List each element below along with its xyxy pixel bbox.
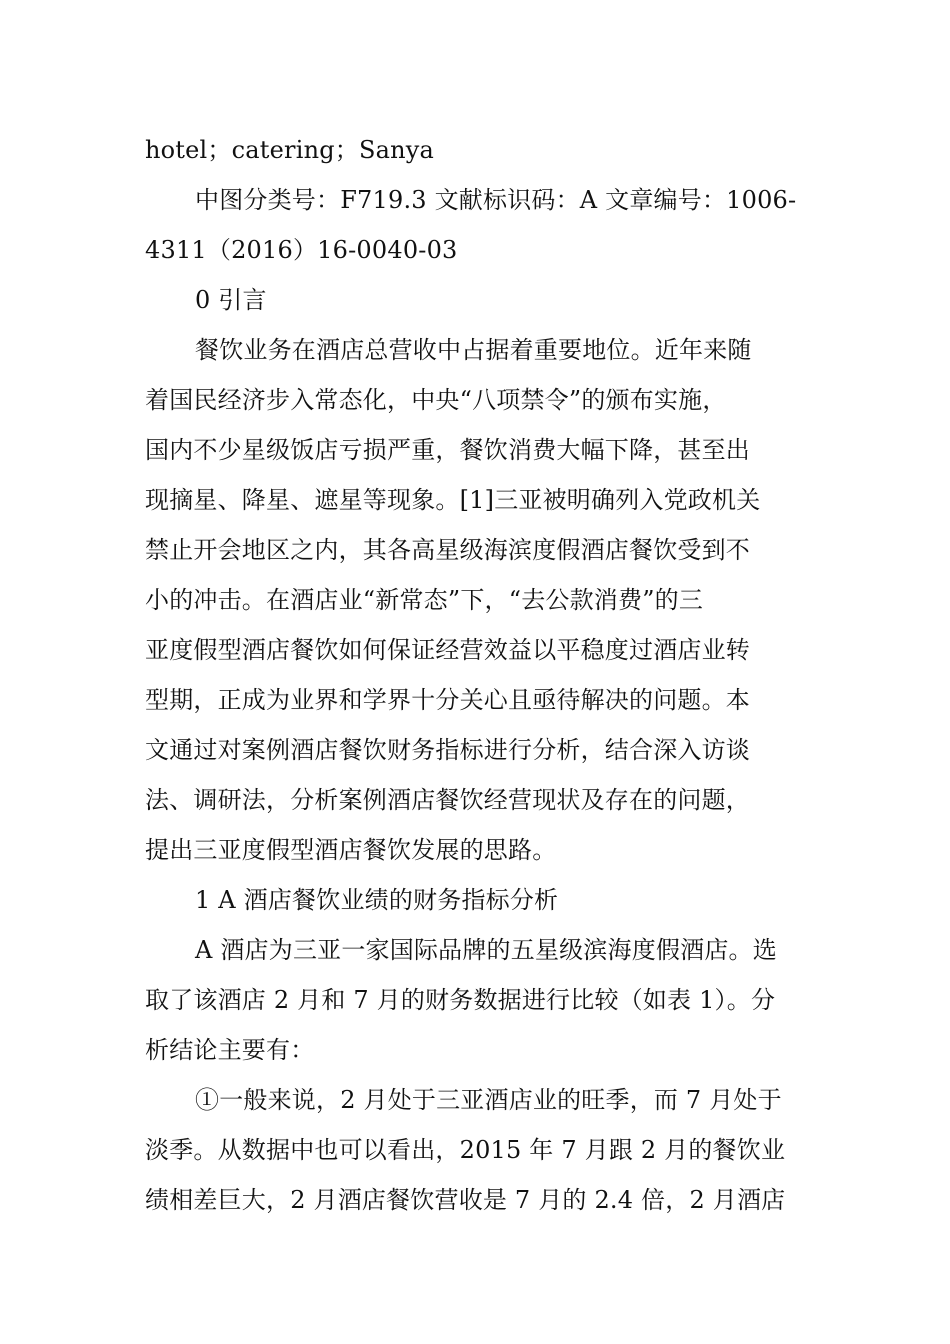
paragraph-line: 提出三亚度假型酒店餐饮发展的思路。 — [145, 836, 557, 864]
section-heading-1: 1 A 酒店餐饮业绩的财务指标分析 — [195, 886, 559, 914]
paragraph-line: 餐饮业务在酒店总营收中占据着重要地位。近年来随 — [195, 336, 752, 364]
paragraph-line: A 酒店为三亚一家国际品牌的五星级滨海度假酒店。选 — [195, 936, 777, 964]
classification-line: 中图分类号：F719.3 文献标识码：A 文章编号：1006- — [195, 186, 797, 214]
paragraph-line: 析结论主要有： — [145, 1036, 315, 1064]
section-heading-intro: 0 引言 — [195, 286, 267, 314]
paragraph-line: 绩相差巨大，2 月酒店餐饮营收是 7 月的 2.4 倍，2 月酒店 — [145, 1186, 786, 1214]
paragraph-line: 取了该酒店 2 月和 7 月的财务数据进行比较（如表 1）。分 — [145, 986, 776, 1014]
paragraph-line: 现摘星、降星、遮星等现象。[1]三亚被明确列入党政机关 — [145, 486, 761, 514]
keywords-english: hotel；catering；Sanya — [145, 136, 435, 164]
paragraph-line: 法、调研法，分析案例酒店餐饮经营现状及存在的问题， — [145, 786, 750, 814]
paragraph-line: 国内不少星级饭店亏损严重，餐饮消费大幅下降，甚至出 — [145, 436, 750, 464]
paragraph-line: 亚度假型酒店餐饮如何保证经营效益以平稳度过酒店业转 — [145, 636, 750, 664]
paragraph-line: 文通过对案例酒店餐饮财务指标进行分析，结合深入访谈 — [145, 736, 750, 764]
paragraph-line: 淡季。从数据中也可以看出，2015 年 7 月跟 2 月的餐饮业 — [145, 1136, 786, 1164]
paragraph-line: ①一般来说，2 月处于三亚酒店业的旺季，而 7 月处于 — [195, 1086, 782, 1114]
article-number-line: 4311（2016）16-0040-03 — [145, 236, 458, 264]
paragraph-line: 小的冲击。在酒店业“新常态”下，“去公款消费”的三 — [145, 586, 704, 614]
paragraph-line: 型期，正成为业界和学界十分关心且亟待解决的问题。本 — [145, 686, 750, 714]
paragraph-line: 禁止开会地区之内，其各高星级海滨度假酒店餐饮受到不 — [145, 536, 750, 564]
paragraph-line: 着国民经济步入常态化，中央“八项禁令”的颁布实施， — [145, 386, 727, 414]
